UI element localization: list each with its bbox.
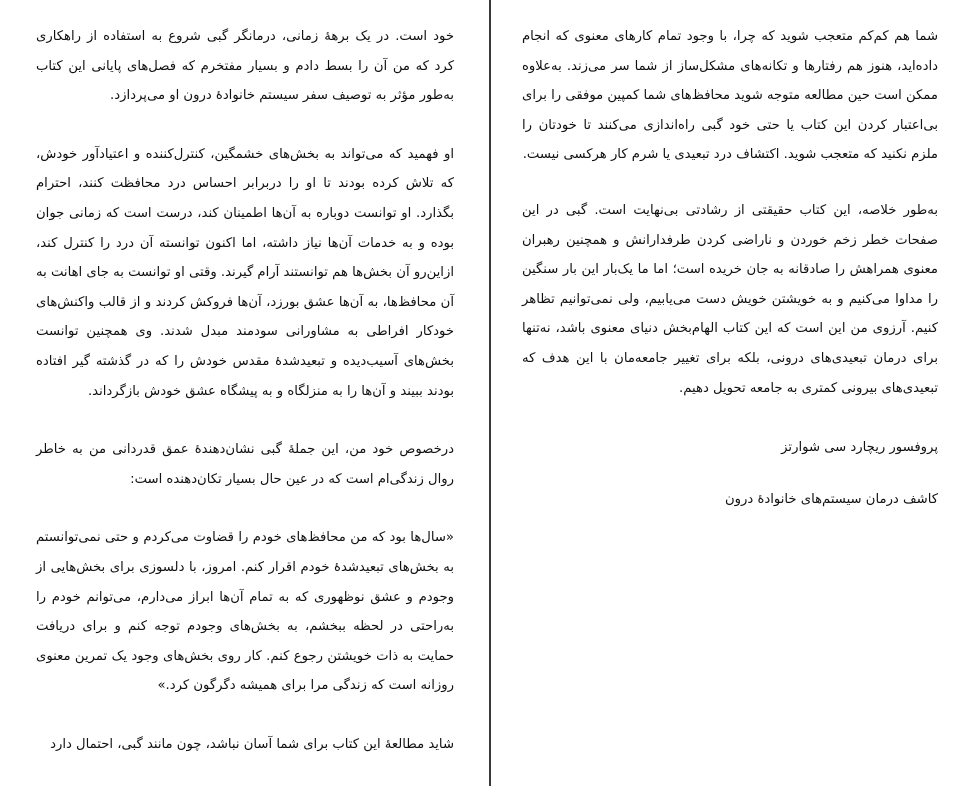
left-paragraph-2: او فهمید که می‌تواند به بخش‌های خشمگین، کنترل‌کننده و اعتیادآور خودش، که تلاش کرده بودند تا او را دربرابر احساس درد محافظت کنند، احترام بگذارد. او توانست دوباره به آن‌ها اطمینان کند، درست است که زمانی جوان بوده و به خدمات آن‌ها نیاز داشته، اما اکنون توانسته آن درد را کنترل کند، ازاین‌رو آن بخش‌ها هم توانستند آرام گیرند. وقتی او توانست به جای اهانت به آن محافظ‌ها، به آن‌ها عشق بورزد، آن‌ها فروکش کردند و از قالب واکنش‌های خودکار افراطی به مشاورانی سودمند مبدل شدند. وی همچنین توانست بخش‌های آسیب‌دیده و تبعیدشدهٔ مقدس خودش را که در گذشته گیر افتاده بودند ببیند و آن‌ها را به منزلگاه و به پیشگاه عشق خودش بازگرداند. (36, 146, 454, 399)
left-quote-paragraph: «سال‌ها بود که من محافظ‌های خودم را قضاوت می‌کردم و حتی نمی‌توانستم به بخش‌های تبعیدشدهٔ خودم اقرار کنم. امروز، با دلسوزی برای بخش‌هایی از وجودم و عشق نوظهوری که به تمام آن‌ها ابراز می‌دارم، می‌توانم خودم را به‌راحتی در لحظه ببخشم، به بخش‌های وجودم توجه کنم و برای دریافت حمایت به ذات خویشتن رجوع کنم. کار روی بخش‌های وجود یک تمرین معنوی روزانه است که زندگی مرا برای همیشه دگرگون کرد.» (36, 530, 454, 694)
page-divider (489, 0, 491, 786)
signature-title: کاشف درمان سیستم‌های خانوادهٔ درون (724, 491, 938, 507)
left-paragraph-3: درخصوص خود من، این جملهٔ گبی نشان‌دهندهٔ عمق قدردانی من به خاطر روال زندگی‌ام است که در عین حال بسیار تکان‌دهنده است: (36, 442, 454, 487)
left-page (36, 22, 454, 759)
signature-name: پروفسور ریچارد سی شوارتز (781, 440, 938, 456)
right-page (522, 22, 938, 514)
left-paragraph-4: شاید مطالعهٔ این کتاب برای شما آسان نباشد، چون مانند گبی، احتمال دارد (50, 736, 454, 752)
right-paragraph-2: به‌طور خلاصه، این کتاب حقیقتی از رشادتی بی‌نهایت است. گبی در این صفحات خطر زخم خوردن و ناراضی کردن طرفدارانش و همچنین رهبران معنوی همراهش را صادقانه به جان خریده است؛ اما ما یک‌بار این بار سنگین را مداوا می‌کنیم و به خویشتن خویش دست می‌یابیم، ولی نمی‌توانیم تظاهر کنیم. آرزوی من این است که این کتاب الهام‌بخش دنیای معنوی باشد، نه‌تنها برای درمان تبعیدی‌های درونی، بلکه برای تغییر جامعه‌مان با این هدف که تبعیدی‌های بیرونی کمتری به جامعه تحویل دهیم. (522, 202, 938, 396)
right-paragraph-1: شما هم کم‌کم متعجب شوید که چرا، با وجود تمام کارهای معنوی که انجام داده‌اید، هنوز هم رفتارها و تکانه‌های مشکل‌ساز از شما سر می‌زند. به‌علاوه ممکن است حین مطالعه متوجه شوید محافظ‌های شما کمپین موفقی را برای بی‌اعتبار کردن این کتاب یا حتی خود گبی راه‌اندازی می‌کنند تا خودتان را ملزم نکنید که متعجب شوید. اکتشاف درد تبعیدی یا شرم کار هرکسی نیست. (522, 29, 938, 163)
left-paragraph-1: خود است. در یک برههٔ زمانی، درمانگر گبی شروع به استفاده از راهکاری کرد که من آن را بسط دادم و بسیار مفتخرم که فصل‌های پایانی این کتاب به‌طور مؤثر به توصیف سفر سیستم خانوادهٔ درون او می‌پردازد. (36, 29, 454, 104)
